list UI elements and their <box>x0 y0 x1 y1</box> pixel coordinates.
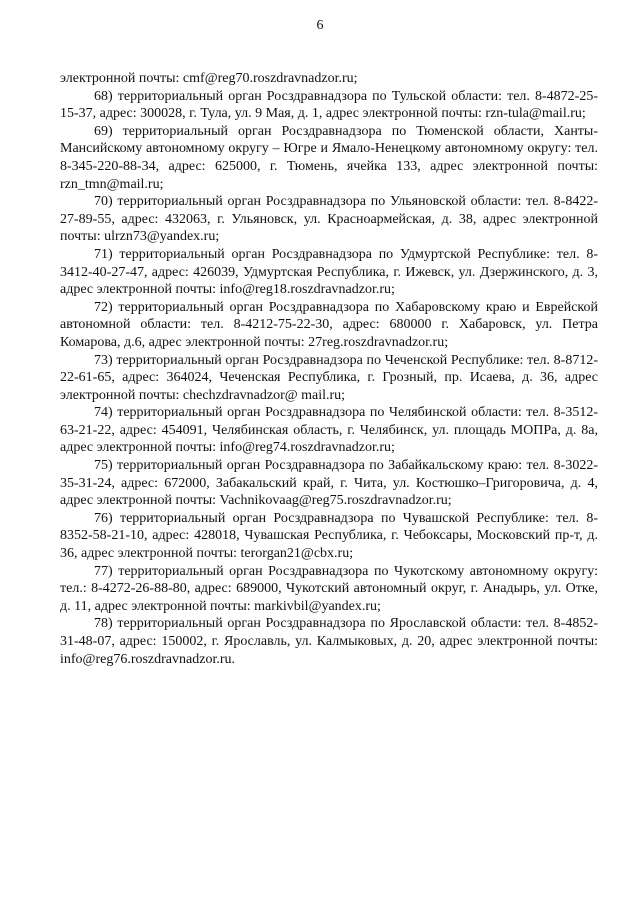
paragraph-item-77: 77) территориальный орган Росздравнадзора по Чукотскому автономному округу: тел.: 8-4272-26-88-80, адрес: 689000, Чукотский автономный округ, г. Анадырь, ул. Отке, д. 11, адрес электронной почты: markivbil@yandex.ru; <box>60 563 598 614</box>
paragraph-item-71: 71) территориальный орган Росздравнадзора по Удмуртской Республике: тел. 8-3412-40-27-47, адрес: 426039, Удмуртская Республика, г. Ижевск, ул. Дзержинского, д. 3, адрес электронной почты: info@reg18.roszdravnadzor.ru; <box>60 246 598 298</box>
page-number: 6 <box>316 18 324 33</box>
paragraph-item-74: 74) территориальный орган Росздравнадзора по Челябинской области: тел. 8-3512-63-21-22, адрес: 454091, Челябинская область, г. Челябинск, ул. площадь МОПРа, д. 8а, адрес электронной почты: info@reg74.roszdravnadzor.ru; <box>60 405 598 456</box>
paragraph-item-68: 68) территориальный орган Росздравнадзора по Тульской области: тел. 8-4872-25-15-37, адрес: 300028, г. Тула, ул. 9 Мая, д. 1, адрес электронной почты: rzn-tula@mail.ru; <box>60 88 598 122</box>
paragraph-item-70: 70) территориальный орган Росздравнадзора по Ульяновской области: тел. 8-8422-27-89-55, адрес: 432063, г. Ульяновск, ул. Красноармейская, д. 38, адрес электронной почты: ulrzn73@yandex.ru; <box>60 194 598 245</box>
paragraph-item-69: 69) территориальный орган Росздравнадзора по Тюменской области, Ханты-Мансийскому автономному округу – Югре и Ямало-Ненецкому автономному округу: тел. 8-345-220-88-34, адрес: 625000, г. Тюмень, ячейка 133, адрес электронной почты: rzn_tmn@mail.ru; <box>60 123 598 192</box>
paragraph-item-72: 72) территориальный орган Росздравнадзора по Хабаровскому краю и Еврейской автономной области: тел. 8-4212-75-22-30, адрес: 680000 г. Хабаровск, ул. Петра Комарова, д.6, адрес электронной почты: 27reg.roszdravnadzor.ru; <box>60 299 598 350</box>
document-body <box>60 70 598 668</box>
paragraph-item-78: 78) территориальный орган Росздравнадзора по Ярославской области: тел. 8-4852-31-48-07, адрес: 150002, г. Ярославль, ул. Калмыковых, д. 20, адрес электронной почты: info@reg76.roszdravnadzor.ru. <box>60 616 598 667</box>
paragraph-item-73: 73) территориальный орган Росздравнадзора по Чеченской Республике: тел. 8-8712-22-61-65, адрес: 364024, Чеченская Республика, г. Грозный, пр. Исаева, д. 36, адрес электронной почты: chechzdravnadzor@ mail.ru; <box>60 352 598 403</box>
paragraph-item-75: 75) территориальный орган Росздравнадзора по Забайкальскому краю: тел. 8-3022-35-31-24, адрес: 672000, Забакальский край, г. Чита, ул. Костюшко–Григоровича, д. 4, адрес электронной почты: Vachnikovaag@reg75.roszdravnadzor.ru; <box>60 458 598 509</box>
paragraph-continuation: электронной почты: cmf@reg70.roszdravnadzor.ru; <box>60 71 358 86</box>
paragraph-item-76: 76) территориальный орган Росздравнадзора по Чувашской Республике: тел. 8-8352-58-21-10, адрес: 428018, Чувашская Республика, г. Чебоксары, Московский пр-т, д. 36, адрес электронной почты: terorgan21@cbx.ru; <box>60 510 598 562</box>
